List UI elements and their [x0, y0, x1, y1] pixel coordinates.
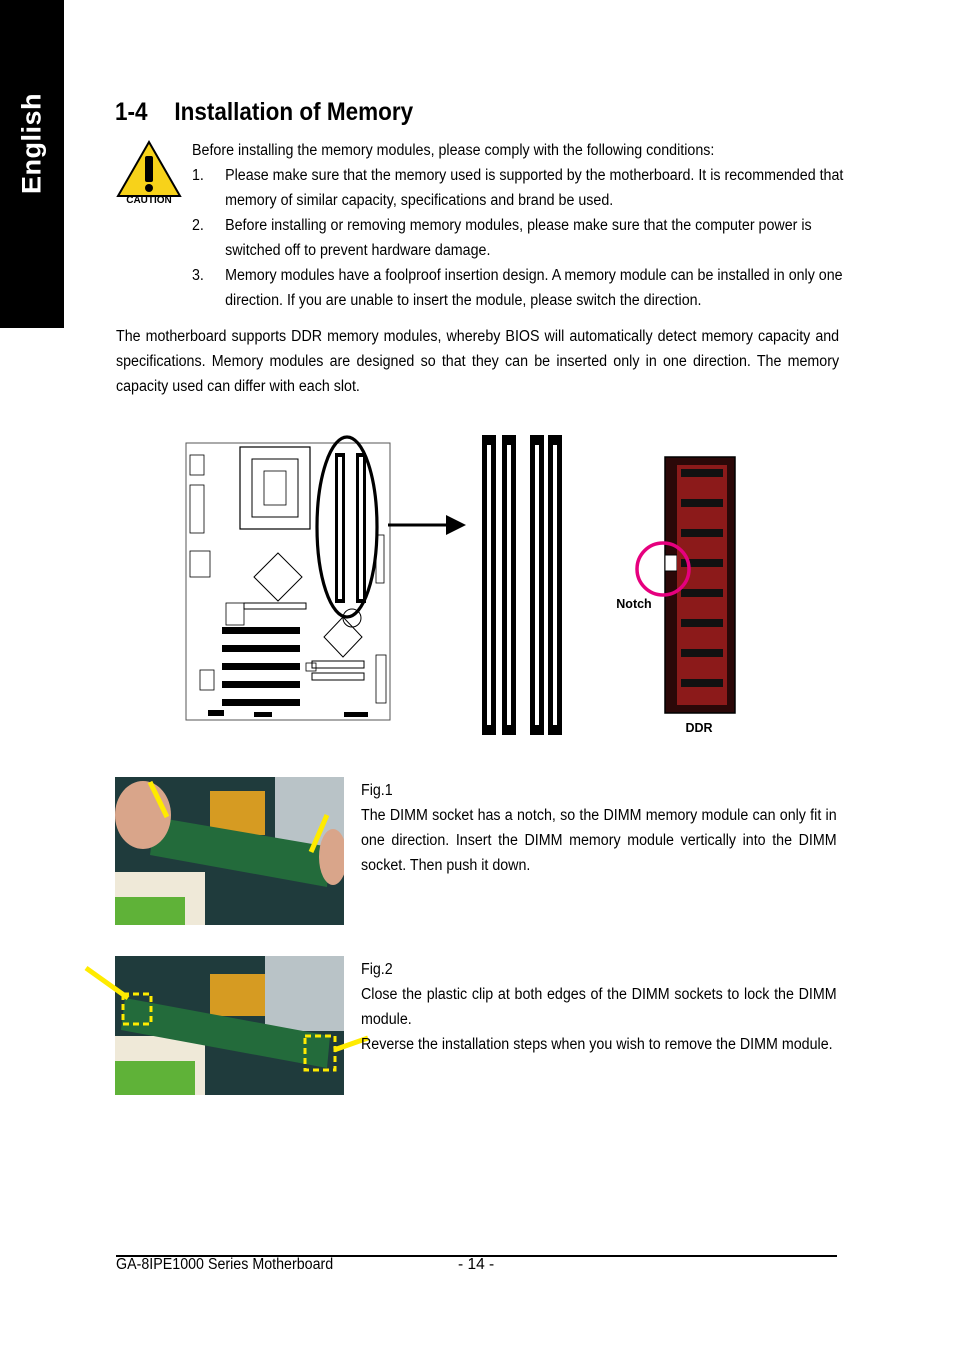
section-title: Installation of Memory	[174, 98, 414, 126]
memory-slot-diagram	[180, 425, 780, 745]
caution-label: CAUTION	[126, 195, 172, 206]
dimm-slots	[482, 435, 562, 735]
footer-product: GA-8IPE1000 Series Motherboard	[116, 1256, 334, 1273]
fig1-caption	[361, 778, 837, 878]
ddr-label: DDR	[685, 721, 713, 735]
conditions-block	[192, 138, 844, 313]
language-tab	[0, 0, 64, 328]
condition-number: 1.	[192, 167, 204, 184]
fig2-caption	[361, 957, 837, 1057]
condition-text: Memory modules have a foolproof insertion design. A memory module can be installed in only one direction. If you are unable to insert the module, please switch the direction.	[225, 267, 843, 309]
page-number: - 14 -	[458, 1256, 495, 1273]
fig1-title: Fig.1	[361, 782, 393, 799]
fig2-text-1: Close the plastic clip at both edges of the DIMM sockets to lock the DIMM module.	[361, 986, 837, 1028]
fig2-title: Fig.2	[361, 961, 393, 978]
fig2-text-2: Reverse the installation steps when you wish to remove the DIMM module.	[361, 1036, 833, 1053]
fig1-text: The DIMM socket has a notch, so the DIMM memory module can only fit in one direction. Insert the DIMM memory module vertically into the DIMM socket. Then push it down.	[361, 807, 837, 874]
condition-number: 2.	[192, 217, 204, 234]
caution-icon	[116, 140, 182, 206]
condition-item	[192, 263, 869, 313]
direction-arrow	[388, 515, 466, 535]
dimm-insertion-photo	[115, 777, 344, 925]
condition-text: Before installing or removing memory modules, please make sure that the computer power is switched off to prevent hardware damage.	[225, 217, 812, 259]
section-number: 1-4	[115, 98, 148, 126]
motherboard-layout	[186, 437, 390, 720]
condition-number: 3.	[192, 267, 204, 284]
clip-pointer-left	[84, 964, 134, 1004]
memory-description: The motherboard supports DDR memory modules, whereby BIOS will automatically detect memory capacity and specifications. Memory modules are designed so that they can be inserted only in one direction. The memory capacity used can differ with each slot.	[116, 328, 840, 395]
ddr-module	[637, 457, 735, 713]
notch-label: Notch	[616, 597, 652, 611]
condition-text: Please make sure that the memory used is supported by the motherboard. It is recommended that memory of similar capacity, specifications and brand be used.	[225, 167, 844, 209]
condition-item	[192, 163, 869, 213]
conditions-intro: Before installing the memory modules, please comply with the following conditions:	[192, 142, 715, 159]
language-tab-label: English	[16, 92, 47, 195]
section-heading	[115, 98, 413, 127]
dimm-clip-photo	[115, 956, 344, 1095]
condition-item	[192, 213, 869, 263]
